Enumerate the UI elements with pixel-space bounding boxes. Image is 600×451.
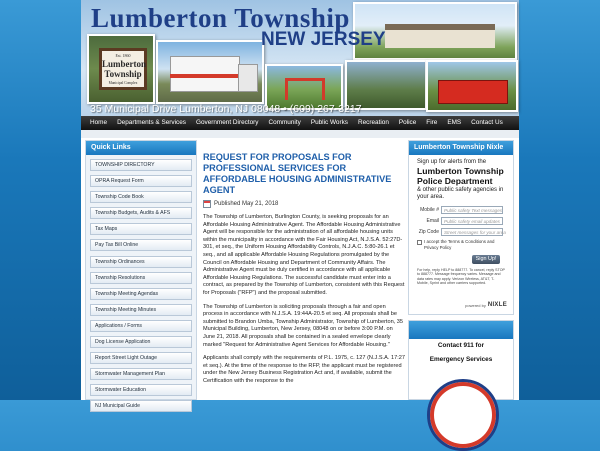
terms-text[interactable]: I accept the Terms & Conditions and Privacy Policy bbox=[424, 239, 495, 250]
nixle-widget bbox=[408, 140, 514, 315]
quick-link-item[interactable]: NJ Municipal Guide bbox=[90, 400, 192, 412]
email-input[interactable]: Public safety email updates bbox=[441, 217, 503, 225]
nav-police[interactable]: Police bbox=[398, 119, 417, 126]
ambulance-photo bbox=[156, 40, 264, 104]
right-sidebar bbox=[408, 140, 514, 400]
fire-truck-photo bbox=[426, 60, 518, 112]
nixle-signup-text: Sign up for alerts from the bbox=[417, 159, 487, 165]
ambulance-stripe bbox=[170, 74, 240, 78]
quick-link-item[interactable]: Report Street Light Outage bbox=[90, 352, 192, 364]
main-nav bbox=[81, 116, 519, 130]
form-row-mobile bbox=[417, 206, 505, 214]
terms-checkbox[interactable] bbox=[417, 240, 422, 245]
form-row-zip bbox=[417, 228, 505, 236]
nav-fire[interactable]: Fire bbox=[426, 119, 438, 126]
nav-community[interactable]: Community bbox=[268, 119, 301, 126]
powered-label: powered by bbox=[465, 302, 486, 308]
site-title[interactable]: Lumberton Township bbox=[91, 3, 350, 33]
mobile-input[interactable]: Public safety Text messages bbox=[441, 206, 503, 214]
quick-links-list bbox=[86, 155, 196, 412]
site-subtitle: NEW JERSEY bbox=[261, 29, 386, 50]
calendar-icon bbox=[203, 200, 211, 208]
zip-input[interactable]: Street messages for your area bbox=[441, 228, 503, 236]
nixle-fine-print: For help, reply HELP to 888777. To cancel, reply STOP to 888777. Message frequency varies. Message and data rates may apply. Verizon Wireless, AT&T, T-Mobile, Sprint and other carriers supported. bbox=[417, 268, 505, 286]
township-sign-photo bbox=[87, 34, 155, 104]
nav-public-works[interactable]: Public Works bbox=[310, 119, 348, 126]
post-paragraph: Applicants shall comply with the requirements of P.L. 1975, c. 127 (N.J.S.A. 17:27 et seq.). At the time of the response to the RFP, the applicant must be registered under the New Jersey Business Registration Act and, if available, submit the Certification with the response to the bbox=[203, 355, 405, 384]
post-title[interactable]: REQUEST FOR PROPOSALS FOR PROFESSIONAL SERVICES FOR AFFORDABLE HOUSING ADMINISTRATIVE AGENT bbox=[203, 152, 392, 195]
main-content bbox=[203, 152, 405, 400]
mobile-label: Mobile # bbox=[420, 207, 439, 214]
quick-link-item[interactable]: Township Meeting Minutes bbox=[90, 304, 192, 316]
nav-departments[interactable]: Departments & Services bbox=[117, 119, 186, 126]
sign-line: Township bbox=[104, 69, 142, 79]
quick-link-item[interactable]: Dog License Application bbox=[90, 336, 192, 348]
nixle-form bbox=[417, 206, 505, 285]
post-meta bbox=[203, 200, 405, 208]
zip-label: Zip Code bbox=[418, 229, 439, 236]
quick-links-box bbox=[85, 140, 197, 410]
signup-button[interactable]: Sign Up! bbox=[472, 255, 500, 264]
nixle-logo-text[interactable]: NIXLE bbox=[487, 302, 507, 308]
nav-band bbox=[81, 130, 519, 138]
fire-truck-shape bbox=[438, 80, 508, 104]
terms-agree bbox=[417, 239, 505, 250]
powered-by-nixle bbox=[465, 302, 507, 308]
email-label: Email bbox=[426, 218, 439, 225]
sign-line: Municipal Complex bbox=[108, 81, 138, 85]
contact-header-bar bbox=[409, 321, 513, 339]
emergency-seal-icon bbox=[427, 379, 499, 451]
page bbox=[81, 0, 519, 410]
quick-link-item[interactable]: Tax Maps bbox=[90, 223, 192, 235]
quick-link-item[interactable]: Applications / Forms bbox=[90, 320, 192, 332]
ambulance-cab bbox=[238, 64, 258, 92]
nixle-title: Lumberton Township Nixle bbox=[409, 141, 513, 155]
sign-line: Est. 1860 bbox=[115, 53, 131, 58]
nixle-department: Lumberton Township Police Department bbox=[417, 166, 504, 186]
nav-government-directory[interactable]: Government Directory bbox=[195, 119, 259, 126]
quick-link-item[interactable]: OPRA Request Form bbox=[90, 175, 192, 187]
nav-home[interactable]: Home bbox=[90, 119, 108, 126]
quick-link-item[interactable]: Township Code Book bbox=[90, 191, 192, 203]
contact-line-1: Contact 911 for bbox=[437, 342, 485, 349]
nav-recreation[interactable]: Recreation bbox=[357, 119, 389, 126]
quick-link-item[interactable]: Township Meeting Agendas bbox=[90, 288, 192, 300]
quick-link-item[interactable]: Stormwater Education bbox=[90, 384, 192, 396]
post-paragraph: The Township of Lumberton, Burlington County, is seeking proposals for an Affordable Housing Administrative Agent. The Affordable Housing Administrative Agent will be responsible for the administration of all affordable housing units within the municipality in accordance with the Fair Housing Act, N.J.S.A. 52:27D-301, et seq., the Uniform Housing Affordability Controls, N.J.A.C. 5:80-26.1 et seq., and all applicable Affordable Housing Regulations promulgated by the Council on Affordable Housing and Department of Community Affairs. The Administrative Agent must be duly certified in accordance with all applicable Affordable Housing Regulations. The successful candidate must enter into a contract, as prepared by the Township of Lumberton, consistent with this Request for Proposals ("RFP") and the proposal submitted. bbox=[203, 214, 405, 296]
nav-contact-us[interactable]: Contact Us bbox=[471, 119, 503, 126]
site-address: 35 Municipal Drive Lumberton, NJ 08048 • (609) 267-3217 bbox=[90, 103, 362, 115]
form-row-email bbox=[417, 217, 505, 225]
sign-board bbox=[99, 48, 147, 90]
quick-link-item[interactable]: Township Ordinances bbox=[90, 256, 192, 268]
post-body bbox=[203, 214, 405, 385]
quick-link-item[interactable]: Stormwater Management Plan bbox=[90, 368, 192, 380]
emergency-contact-box bbox=[408, 320, 514, 400]
nixle-agencies-text: & other public safety agencies in your area. bbox=[417, 187, 504, 201]
quick-link-item[interactable]: TOWNSHIP DIRECTORY bbox=[90, 159, 192, 171]
contact-line-2: Emergency Services bbox=[429, 356, 493, 363]
site-header bbox=[81, 0, 519, 116]
building-shape bbox=[385, 24, 495, 48]
quick-links-title: Quick Links bbox=[86, 141, 196, 155]
post-paragraph: The Township of Lumberton is soliciting proposals through a fair and open process in accordance with N.J.S.A. 19:44A-20.5 et seq. All proposals shall be submitted to Brandon Umba, Township Administrator, Township of Lumberton, 35 Municipal Building, Lumberton, New Jersey, 08048 on or before 3:00 P.M. on June 21, 2018. All proposals shall be contained in a sealed envelope clearly marked "Request for Administrative Agent Services for Affordable Housing." bbox=[203, 303, 404, 348]
post-published-date: Published May 21, 2018 bbox=[214, 201, 279, 207]
nav-ems[interactable]: EMS bbox=[447, 119, 462, 126]
quick-link-item[interactable]: Township Resolutions bbox=[90, 272, 192, 284]
quick-link-item[interactable]: Township Budgets, Audits & AFS bbox=[90, 207, 192, 219]
quick-link-item[interactable]: Pay Tax Bill Online bbox=[90, 239, 192, 251]
playground-frame bbox=[285, 78, 325, 100]
sign-line: Lumberton bbox=[102, 59, 147, 69]
